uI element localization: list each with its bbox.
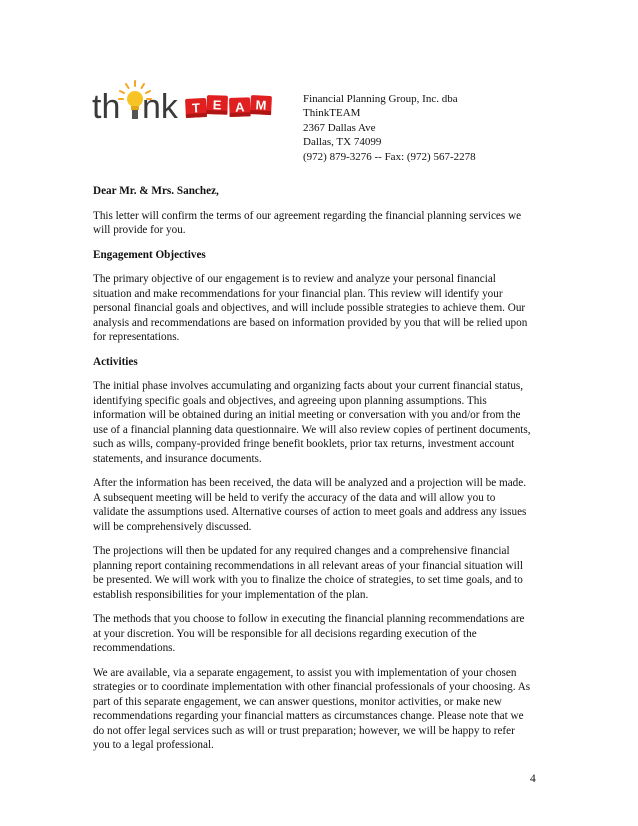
letter-body [93, 184, 545, 763]
text-line: at your discretion. You will be responsible for all decisions regarding execution of the [93, 627, 477, 640]
text-line: information will be obtained during an initial meeting or conversation with you and/or from the [93, 409, 521, 421]
text-line: situation and make recommendations for your financial plan. This review will identify your [93, 287, 503, 300]
text-line: After the information has been received, the data will be analyzed and a projection will be made. [93, 477, 527, 489]
text-line: The primary objective of our engagement is to review and analyze your personal financial [93, 273, 496, 285]
text-line: A subsequent meeting will be held to verify the accuracy of the data and will allow you to [93, 491, 496, 504]
page-number: 4 [530, 773, 536, 785]
section-heading-objectives: Engagement Objectives [93, 248, 206, 261]
address-line: ThinkTEAM [303, 107, 361, 120]
text-line: This letter will confirm the terms of our agreement regarding the financial planning services we [93, 209, 522, 222]
text-line: such as wills, company-provided fringe benefit booklets, prior tax returns, investment account [93, 438, 515, 450]
section-heading-activities: Activities [93, 355, 138, 368]
text-line: We are available, via a separate engagement, to assist you with implementation of your chosen [93, 666, 517, 679]
text-line: establish responsibilities for your implementation of the plan. [93, 588, 369, 601]
activities-paragraph-3 [93, 544, 545, 602]
activities-paragraph-5 [93, 666, 545, 753]
logo-block-letter: A [234, 99, 245, 115]
text-line: you to a legal professional. [93, 739, 214, 751]
text-line: use of a financial planning data questionnaire. We will also review copies of pertinent documents, [93, 423, 531, 436]
activities-paragraph-1 [93, 379, 545, 466]
text-line: do not offer legal services such as will or trust preparation; however, we will be happy to refer [93, 724, 515, 737]
text-line: identifying specific goals and objectives, and agreeing upon planning assumptions. This [93, 394, 487, 407]
address-line: Financial Planning Group, Inc. dba [303, 93, 458, 105]
logo-text-th: th [92, 88, 121, 126]
address-line: 2367 Dallas Ave [303, 121, 376, 134]
text-line: analysis and recommendations are based on information provided by you that will be relied upon [93, 316, 528, 329]
text-line: for representations. [93, 331, 180, 343]
logo-text-nk: nk [142, 88, 178, 126]
text-line: statements, and insurance documents. [93, 452, 262, 465]
text-line: personal financial goals and objectives, and will include possible strategies to achieve them. Our [93, 302, 526, 314]
activities-paragraph-2 [93, 476, 545, 534]
text-line: strategies or to coordinate implementation with other financial professionals of your choosing. As [93, 681, 531, 693]
text-line: recommendations. [93, 642, 176, 654]
text-line: The initial phase involves accumulating and organizing facts about your current financial status, [93, 380, 524, 392]
logo-block-letter: T [191, 100, 201, 116]
activities-paragraph-4 [93, 612, 545, 656]
text-line: planning report containing recommendations in all relevant areas of your financial situation will [93, 559, 523, 572]
intro-paragraph [93, 209, 545, 238]
text-line: will be comprehensively discussed. [93, 520, 252, 533]
logo-block-letter: E [212, 97, 222, 113]
text-line: be presented. We will work with you to finalize the choice of strategies, to set time goals, and to [93, 574, 523, 586]
text-line: The projections will then be updated for any required changes and a comprehensive financial [93, 545, 510, 557]
text-line: will provide for you. [93, 224, 186, 236]
thinkteam-logo [90, 78, 280, 130]
address-line: Dallas, TX 74099 [303, 136, 382, 149]
text-line: part of this separate engagement, we can answer questions, monitor activities, or make new [93, 695, 502, 708]
text-line: validate the assumptions used. Alternative courses of action to meet goals and address any issues [93, 506, 527, 518]
salutation: Dear Mr. & Mrs. Sanchez, [93, 185, 219, 197]
text-line: recommendations regarding your financial matters as circumstances change. Please note that we [93, 710, 524, 722]
address-line: (972) 879-3276 -- Fax: (972) 567-2278 [303, 150, 476, 163]
company-address [303, 92, 543, 164]
objectives-paragraph [93, 272, 545, 345]
text-line: The methods that you choose to follow in executing the financial planning recommendations are [93, 613, 525, 625]
logo-block-letter: M [255, 97, 267, 113]
logo-team-blocks [185, 95, 272, 118]
